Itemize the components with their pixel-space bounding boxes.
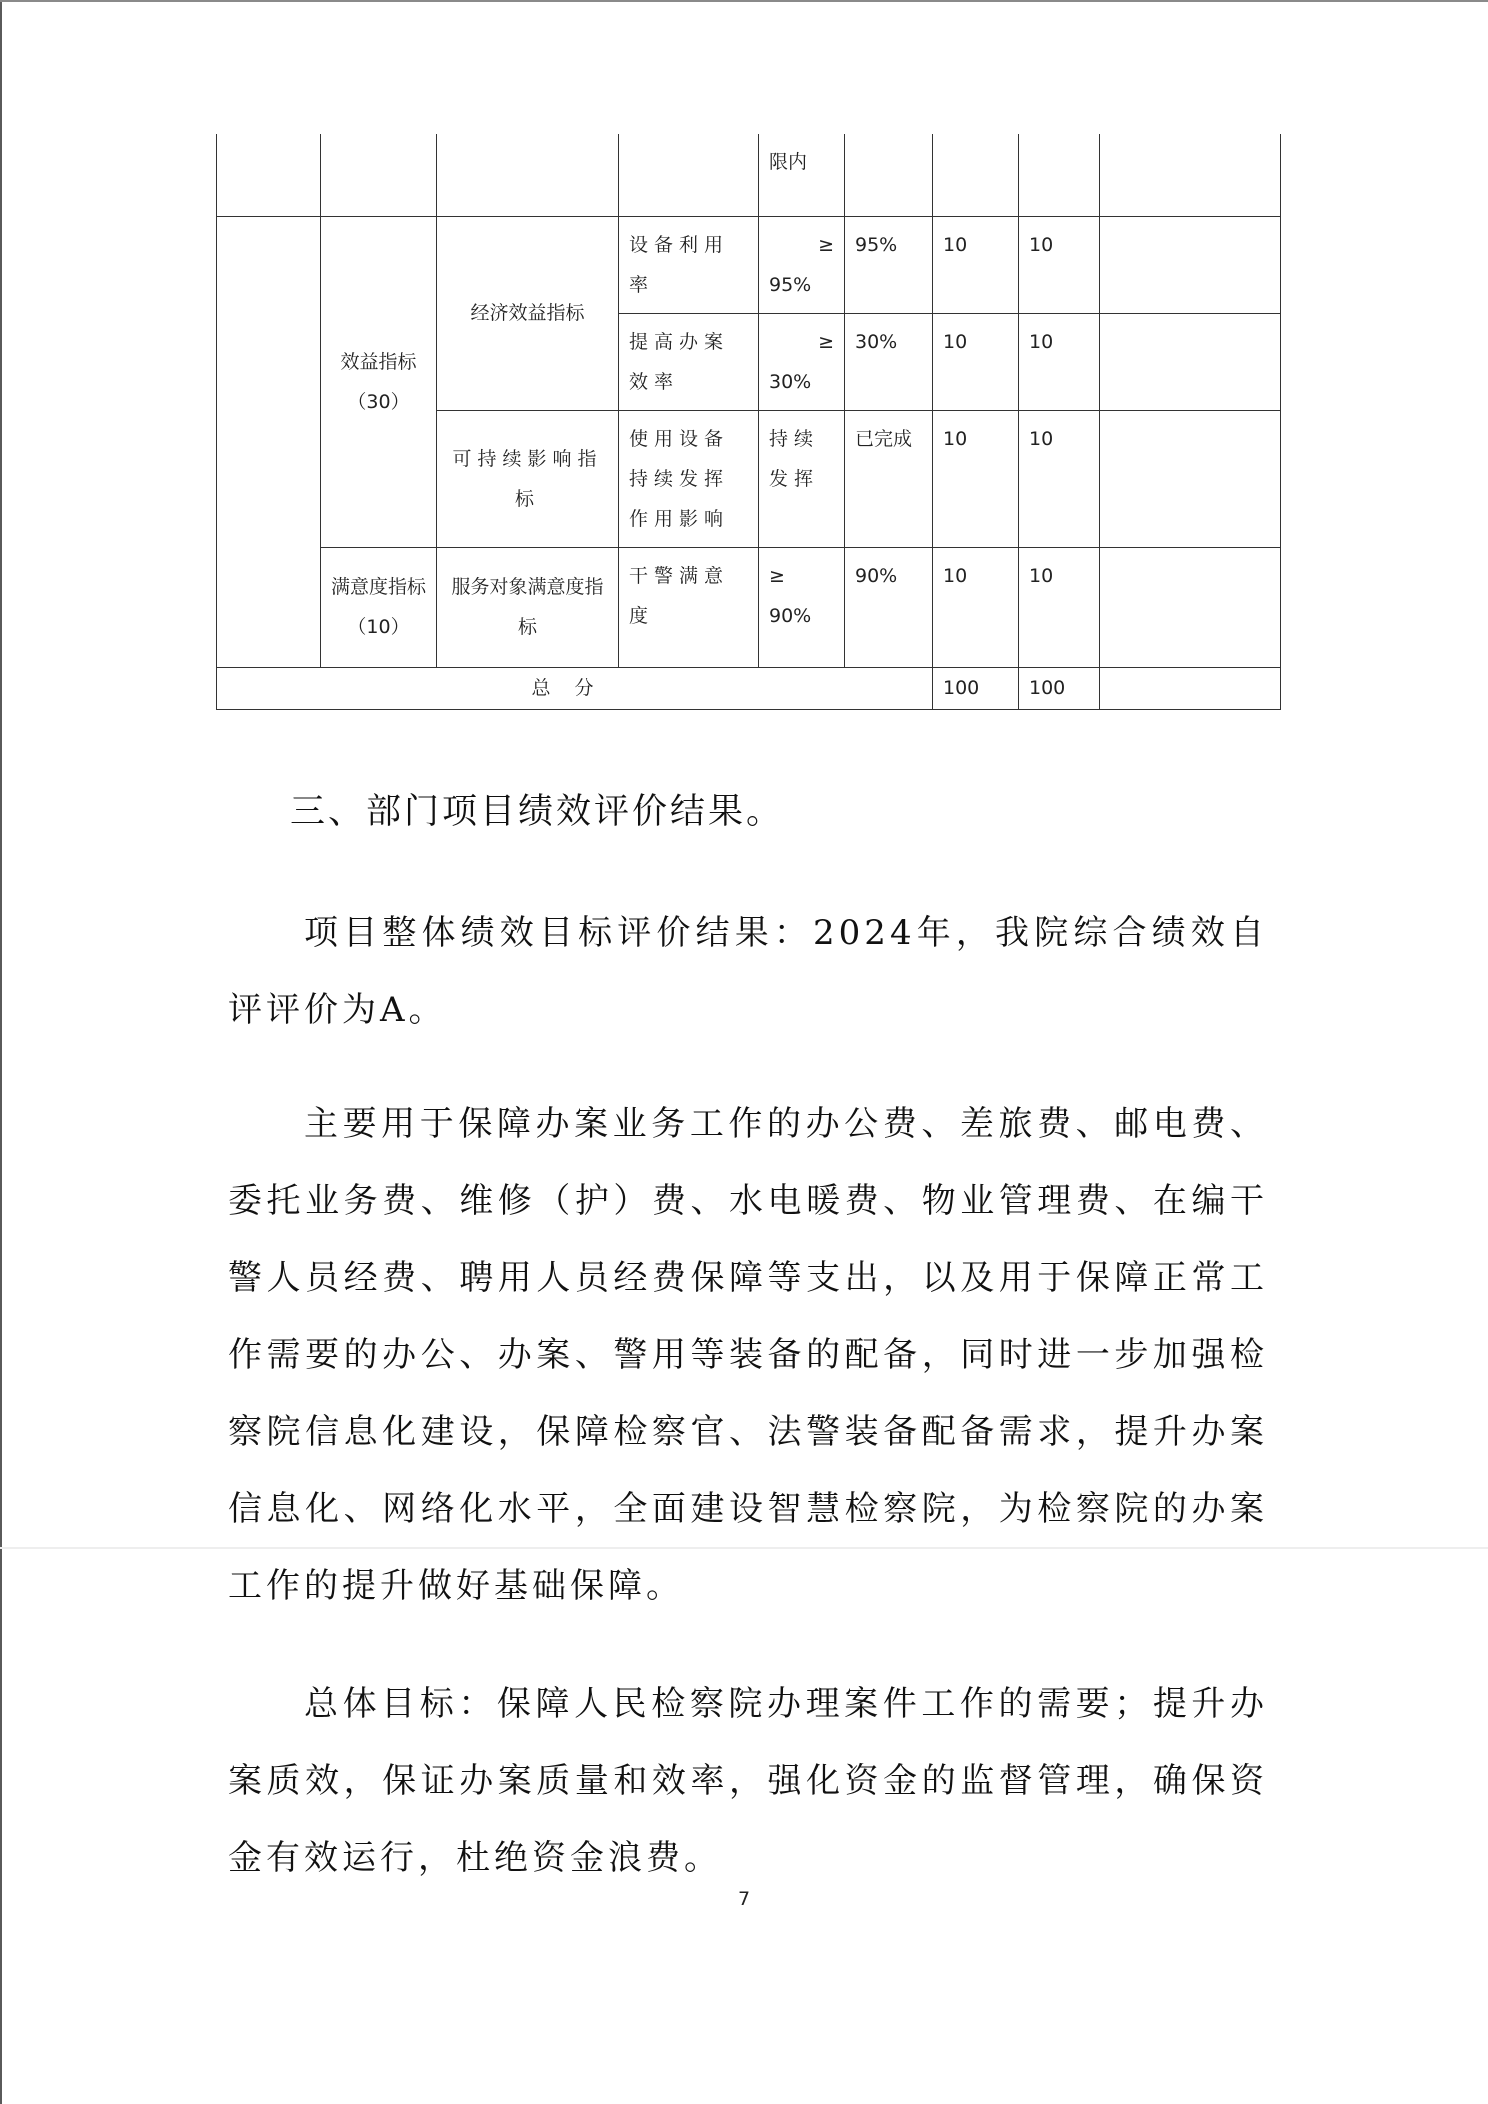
target-case-efficiency: ≥ 30% bbox=[759, 313, 845, 410]
cell-empty bbox=[437, 134, 619, 216]
table-row bbox=[217, 547, 1281, 667]
indicator-case-efficiency: 提高办案效率 bbox=[619, 313, 759, 410]
indicator-officer-satisfaction: 干警满意度 bbox=[619, 547, 759, 667]
cell-remark bbox=[1100, 134, 1281, 216]
weight-equipment-utilization: 10 bbox=[933, 216, 1019, 313]
actual-equipment-utilization: 95% bbox=[845, 216, 933, 313]
target-sustained-use: 持续发挥 bbox=[759, 410, 845, 547]
cell-target: 限内 bbox=[759, 134, 845, 216]
weight-sustained-use: 10 bbox=[933, 410, 1019, 547]
paragraph-evaluation-result: 项目整体绩效目标评价结果：2024年，我院综合绩效自评评价为A。 bbox=[228, 913, 1268, 1030]
weight-case-efficiency: 10 bbox=[933, 313, 1019, 410]
cell-remark bbox=[1100, 547, 1281, 667]
cell-remark bbox=[1100, 410, 1281, 547]
cell-weight bbox=[933, 134, 1019, 216]
cell-remark bbox=[1100, 667, 1281, 709]
performance-table bbox=[216, 134, 1281, 710]
indicator-sustained-use: 使用设备持续发挥作用影响 bbox=[619, 410, 759, 547]
cell-empty bbox=[217, 216, 321, 667]
subcategory-economic: 经济效益指标 bbox=[437, 216, 619, 410]
cell-indicator bbox=[619, 134, 759, 216]
section-heading: 三、部门项目绩效评价结果。 bbox=[290, 792, 785, 832]
cell-empty bbox=[217, 134, 321, 216]
cell-remark bbox=[1100, 313, 1281, 410]
cell-remark bbox=[1100, 216, 1281, 313]
table-row bbox=[217, 134, 1281, 216]
paragraph-fund-usage: 主要用于保障办案业务工作的办公费、差旅费、邮电费、委托业务费、维修（护）费、水电暖费、物业管理费、在编干警人员经费、聘用人员经费保障等支出，以及用于保障正常工作需要的办公、办案、警用等装备的配备，同时进一步加强检察院信息化建设，保障检察官、法警装备配备需求，提升办案信息化、网络化水平，全面建设智慧检察院，为检察院的办案工作的提升做好基础保障。 bbox=[228, 1104, 1268, 1606]
page-edge bbox=[0, 0, 2, 2104]
total-weight: 100 bbox=[933, 667, 1019, 709]
actual-case-efficiency: 30% bbox=[845, 313, 933, 410]
subcategory-sustainable: 可持续影响指标 bbox=[437, 410, 619, 547]
actual-sustained-use: 已完成 bbox=[845, 410, 933, 547]
target-officer-satisfaction: ≥ 90% bbox=[759, 547, 845, 667]
cell-score bbox=[1019, 134, 1100, 216]
subcategory-service-satisfaction: 服务对象满意度指标 bbox=[437, 547, 619, 667]
total-label: 总分 bbox=[217, 667, 933, 709]
table-row-total bbox=[217, 667, 1281, 709]
score-officer-satisfaction: 10 bbox=[1019, 547, 1100, 667]
indicator-equipment-utilization: 设备利用率 bbox=[619, 216, 759, 313]
paragraph-overall-goal: 总体目标：保障人民检察院办理案件工作的需要；提升办案质效，保证办案质量和效率，强化资金的监督管理，确保资金有效运行，杜绝资金浪费。 bbox=[228, 1684, 1268, 1878]
category-benefit: 效益指标（30） bbox=[321, 216, 437, 547]
score-sustained-use: 10 bbox=[1019, 410, 1100, 547]
page-number: 7 bbox=[737, 1888, 751, 1910]
page-edge-top bbox=[0, 0, 1488, 2]
score-equipment-utilization: 10 bbox=[1019, 216, 1100, 313]
cell-empty bbox=[321, 134, 437, 216]
target-equipment-utilization: ≥ 95% bbox=[759, 216, 845, 313]
score-case-efficiency: 10 bbox=[1019, 313, 1100, 410]
total-score: 100 bbox=[1019, 667, 1100, 709]
category-satisfaction: 满意度指标（10） bbox=[321, 547, 437, 667]
cell-actual bbox=[845, 134, 933, 216]
table-row bbox=[217, 216, 1281, 313]
scan-artifact-line bbox=[0, 1547, 1488, 1549]
actual-officer-satisfaction: 90% bbox=[845, 547, 933, 667]
weight-officer-satisfaction: 10 bbox=[933, 547, 1019, 667]
